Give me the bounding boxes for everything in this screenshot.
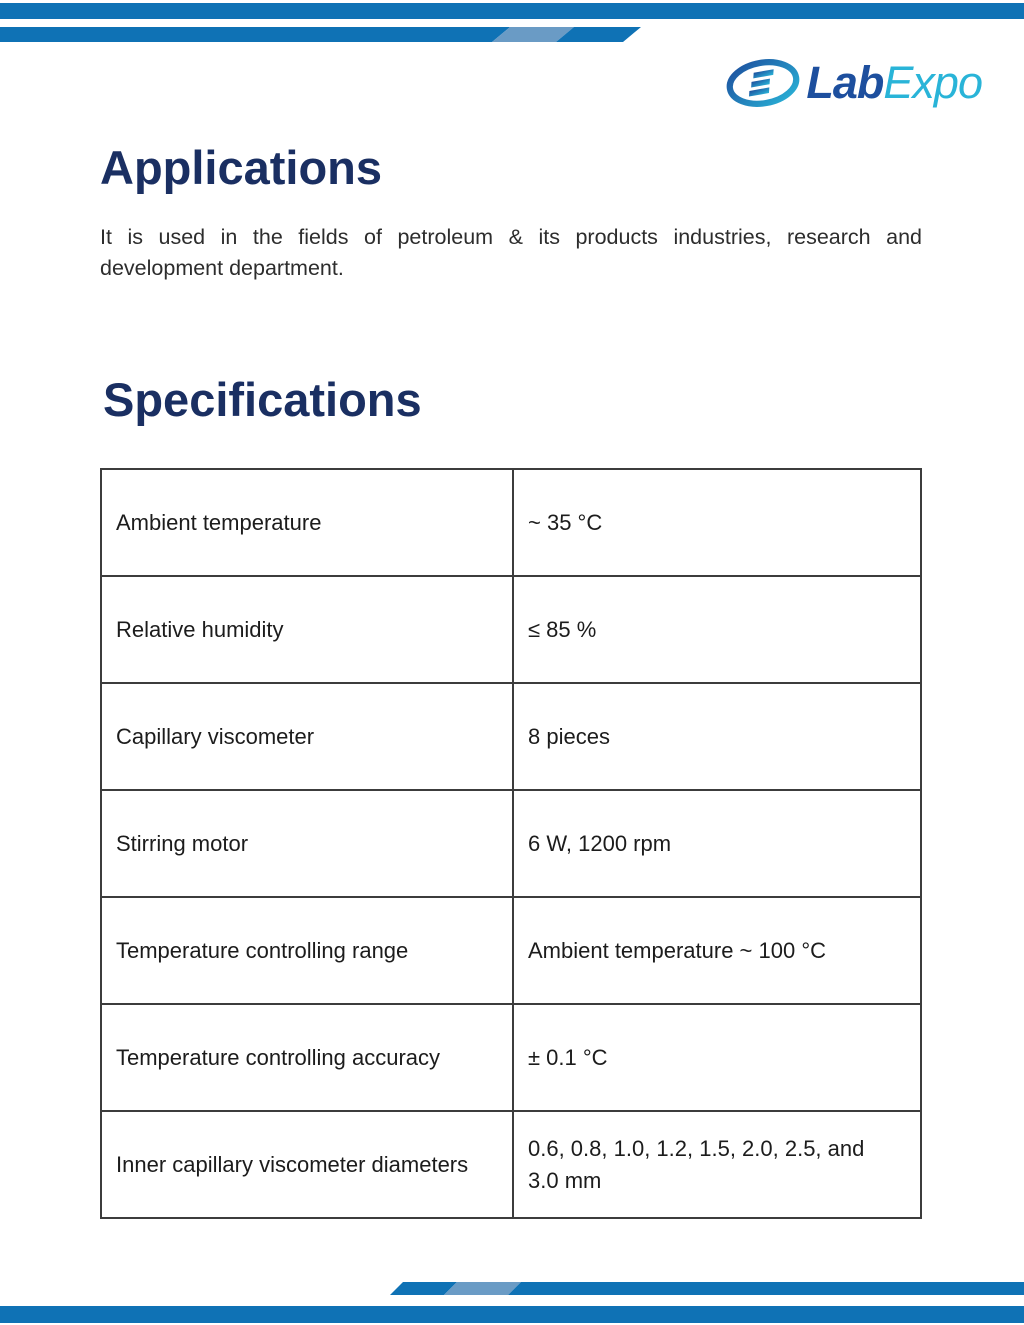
spec-value: ≤ 85 %: [513, 576, 921, 683]
footer-stripe-dark: [508, 1282, 1024, 1295]
spec-value: Ambient temperature ~ 100 °C: [513, 897, 921, 1004]
table-row: [101, 790, 921, 897]
table-row: [101, 576, 921, 683]
table-row: [101, 683, 921, 790]
spec-label: Inner capillary viscometer diameters: [101, 1111, 513, 1218]
spec-label: Ambient temperature: [101, 469, 513, 576]
table-row: [101, 1004, 921, 1111]
table-row: [101, 469, 921, 576]
spec-label: Temperature controlling range: [101, 897, 513, 1004]
labexpo-logo: [724, 52, 982, 114]
table-row: [101, 1111, 921, 1218]
spec-value: ± 0.1 °C: [513, 1004, 921, 1111]
header-top-bar: [0, 3, 1024, 19]
labexpo-oval-e-icon: [724, 54, 802, 112]
spec-value: 0.6, 0.8, 1.0, 1.2, 1.5, 2.0, 2.5, and 3.0 mm: [513, 1111, 921, 1218]
spec-label: Stirring motor: [101, 790, 513, 897]
footer-bottom-bar: [0, 1306, 1024, 1323]
applications-body-text: It is used in the fields of petroleum & its products industries, research and development department.: [100, 225, 922, 280]
spec-label: Capillary viscometer: [101, 683, 513, 790]
spec-label: Temperature controlling accuracy: [101, 1004, 513, 1111]
spec-value: 8 pieces: [513, 683, 921, 790]
footer-stripe-light: [444, 1282, 521, 1295]
specifications-title: Specifications: [103, 373, 422, 426]
spec-label: Relative humidity: [101, 576, 513, 683]
table-row: [101, 897, 921, 1004]
logo-word-expo: Expo: [883, 57, 982, 108]
header-decoration: [0, 0, 1024, 50]
logo-word-lab: Lab: [806, 57, 884, 108]
spec-value: ~ 35 °C: [513, 469, 921, 576]
logo-wordmark: [806, 57, 982, 109]
header-stripe-dark: [0, 27, 510, 42]
applications-title: Applications: [100, 141, 383, 194]
specifications-table: [100, 468, 922, 1219]
footer-decoration: [0, 1280, 1024, 1325]
spec-value: 6 W, 1200 rpm: [513, 790, 921, 897]
